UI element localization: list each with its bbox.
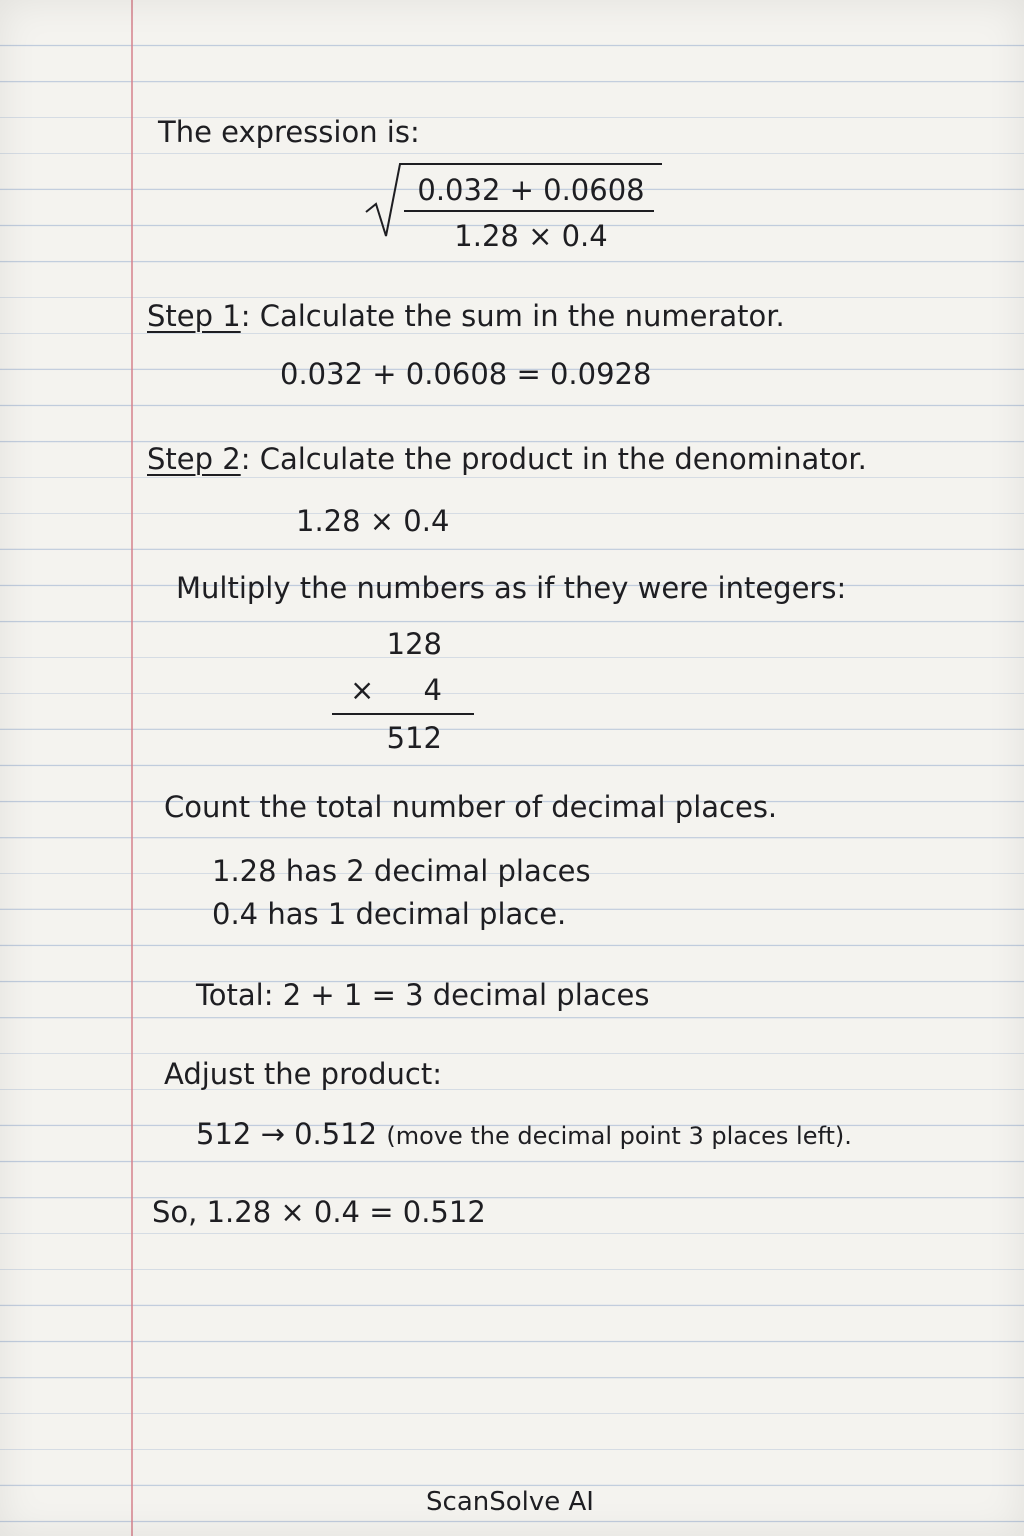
count-instruction: Count the total number of decimal places. (164, 790, 778, 824)
footer-brand: ScanSolve AI (426, 1487, 594, 1517)
step1-heading (147, 299, 785, 333)
adjust-value: 512 → 0.512 (196, 1117, 378, 1151)
intro-text: The expression is: (158, 115, 420, 149)
expression-numerator: 0.032 + 0.0608 (417, 173, 645, 207)
step2-label: Step 2 (147, 442, 241, 476)
step1-colon: : (240, 299, 251, 333)
step2-equation: 1.28 × 0.4 (296, 504, 450, 538)
step1-equation: 0.032 + 0.0608 = 0.0928 (280, 357, 652, 391)
places-line-2: 0.4 has 1 decimal place. (212, 897, 567, 931)
step1-label: Step 1 (147, 299, 241, 333)
step1-text: Calculate the sum in the numerator. (259, 299, 785, 333)
adjust-line (196, 1117, 852, 1151)
adjust-instruction: Adjust the product: (164, 1057, 442, 1091)
places-line-1: 1.28 has 2 decimal places (212, 854, 591, 888)
margin-line (131, 0, 133, 1536)
expression-denominator: 1.28 × 0.4 (454, 219, 608, 253)
mult-bottom: 4 (423, 673, 442, 707)
step2-heading (147, 442, 867, 476)
conclusion: So, 1.28 × 0.4 = 0.512 (152, 1195, 486, 1229)
multiply-instruction: Multiply the numbers as if they were integers: (176, 571, 847, 605)
total-places: Total: 2 + 1 = 3 decimal places (196, 978, 650, 1012)
mult-top: 128 (386, 627, 442, 661)
step2-text: Calculate the product in the denominator. (259, 442, 867, 476)
adjust-note: (move the decimal point 3 places left). (386, 1122, 852, 1150)
fraction-bar (404, 210, 654, 212)
step2-colon: : (240, 442, 251, 476)
mult-bar (332, 713, 474, 715)
mult-result: 512 (386, 721, 442, 755)
mult-sign: × (350, 673, 375, 707)
